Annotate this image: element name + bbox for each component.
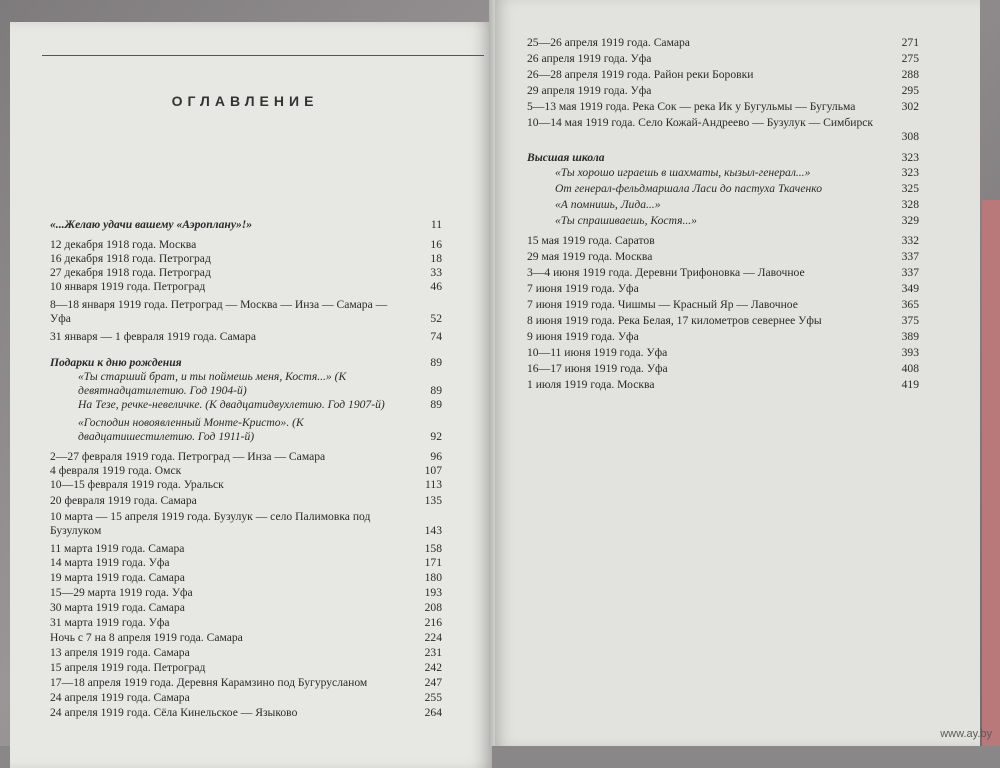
toc-page-number: 255 — [424, 691, 442, 704]
toc-entry-title: Подарки к дню рождения — [50, 356, 182, 369]
toc-page-number: 325 — [901, 182, 919, 195]
toc-entry-title: 7 июня 1919 года. Чишмы — Красный Яр — Лавочное — [527, 298, 798, 311]
toc-page-number: 271 — [901, 36, 919, 49]
toc-page-number: 46 — [430, 280, 442, 293]
toc-entry-title: 29 апреля 1919 года. Уфа — [527, 84, 652, 97]
toc-entry-title: 25—26 апреля 1919 года. Самара — [527, 36, 690, 49]
page-title: ОГЛАВЛЕНИЕ — [171, 93, 319, 109]
toc-entry-title: 24 апреля 1919 года. Сёла Кинельское — Языково — [50, 706, 298, 719]
toc-entry-title: Высшая школа — [527, 151, 605, 164]
toc-page-number: 323 — [901, 151, 919, 164]
toc-entry-title: 17—18 апреля 1919 года. Деревня Карамзино под Бугурусланом — [50, 676, 368, 689]
toc-page-number: 323 — [901, 166, 919, 179]
book-cover-edge — [982, 200, 1000, 746]
toc-entry-title: 10 марта — 15 апреля 1919 года. Бузулук — село Палимовка под Бузулуком — [50, 510, 371, 537]
toc-entry-title: «Ты хорошо играешь в шахматы, кызыл-генерал...» — [555, 166, 811, 179]
toc-page-number: 107 — [424, 464, 442, 477]
toc-page-number: 18 — [430, 252, 442, 265]
toc-page-number: 224 — [424, 631, 442, 644]
toc-entry-title: 13 апреля 1919 года. Самара — [50, 646, 190, 659]
toc-entry-title: 26 апреля 1919 года. Уфа — [527, 52, 652, 65]
toc-entry-title: 7 июня 1919 года. Уфа — [527, 282, 639, 295]
toc-page-number: 74 — [430, 330, 442, 343]
toc-entry-title: На Тезе, речке-невеличке. (К двадцатидвухлетию. Год 1907-й) — [78, 398, 385, 411]
toc-page-number: 89 — [430, 384, 442, 397]
toc-entry-title: 16—17 июня 1919 года. Уфа — [527, 362, 668, 375]
toc-page-number: 113 — [425, 478, 442, 491]
toc-page-number: 302 — [901, 100, 919, 113]
toc-page-number: 171 — [424, 556, 442, 569]
toc-entry-title: 10—14 мая 1919 года. Село Кожай-Андреево — Бузулук — Симбирск — [527, 116, 874, 129]
toc-page-number: 193 — [424, 586, 442, 599]
toc-page-number: 180 — [424, 571, 442, 584]
toc-page-number: 16 — [430, 238, 442, 251]
toc-entry-title: 15 апреля 1919 года. Петроград — [50, 661, 206, 674]
toc-entry-title: От генерал-фельдмаршала Ласи до пастуха Ткаченко — [555, 182, 823, 195]
book-gutter — [489, 0, 495, 746]
toc-page-number: 408 — [901, 362, 919, 375]
toc-page-number: 375 — [901, 314, 919, 327]
toc-entry-title: 3—4 июня 1919 года. Деревни Трифоновка — Лавочное — [527, 266, 805, 279]
toc-entry-title: «Ты спрашиваешь, Костя...» — [555, 214, 697, 227]
toc-entry-title: 24 апреля 1919 года. Самара — [50, 691, 190, 704]
header-rule — [42, 55, 484, 56]
toc-page-number: 332 — [901, 234, 919, 247]
toc-entry-title: «Господин новоявленный Монте-Кристо». (К двадцатишестилетию. Год 1911-й) — [78, 416, 304, 443]
toc-page-number: 247 — [424, 676, 442, 689]
toc-page-number: 337 — [901, 266, 919, 279]
toc-page-number: 337 — [901, 250, 919, 263]
toc-page-number: 92 — [430, 430, 442, 443]
toc-page-number: 295 — [901, 84, 919, 97]
toc-page-number: 89 — [430, 356, 442, 369]
toc-page-number: 328 — [901, 198, 919, 211]
toc-page-number: 264 — [424, 706, 442, 719]
toc-entry-title: 15 мая 1919 года. Саратов — [527, 234, 655, 247]
toc-entry-title: «А помнишь, Лида...» — [555, 198, 661, 211]
toc-entry-title: 15—29 марта 1919 года. Уфа — [50, 586, 193, 599]
toc-entry-title: 10—11 июня 1919 года. Уфа — [527, 346, 668, 359]
toc-entry-title: 26—28 апреля 1919 года. Район реки Боровки — [527, 68, 754, 81]
toc-entry-title: 12 декабря 1918 года. Москва — [50, 238, 197, 251]
toc-page-number: 389 — [901, 330, 919, 343]
toc-entry-title: 20 февраля 1919 года. Самара — [50, 494, 197, 507]
toc-entry-title: 27 декабря 1918 года. Петроград — [50, 266, 211, 279]
toc-entry-title: 14 марта 1919 года. Уфа — [50, 556, 170, 569]
toc-entry-title: 16 декабря 1918 года. Петроград — [50, 252, 211, 265]
toc-entry-title: 5—13 мая 1919 года. Река Сок — река Ик у Бугульмы — Бугульма — [527, 100, 856, 113]
toc-page-number: 275 — [901, 52, 919, 65]
toc-entry-title: 8 июня 1919 года. Река Белая, 17 километров севернее Уфы — [527, 314, 822, 327]
toc-page-number: 349 — [901, 282, 919, 295]
toc-page-number: 208 — [424, 601, 442, 614]
toc-entry-title: Ночь с 7 на 8 апреля 1919 года. Самара — [50, 631, 243, 644]
toc-entry-title: 10 января 1919 года. Петроград — [50, 280, 206, 293]
toc-page-number: 365 — [901, 298, 919, 311]
toc-page-number: 419 — [901, 378, 919, 391]
toc-entry-title: 8—18 января 1919 года. Петроград — Москва — Инза — Самара — Уфа — [50, 298, 388, 325]
toc-page-number: 96 — [430, 450, 442, 463]
toc-page-number: 231 — [424, 646, 442, 659]
toc-page-number: 143 — [424, 524, 442, 537]
watermark: www.ay.by — [940, 728, 992, 740]
toc-page-number: 89 — [430, 398, 442, 411]
toc-page-number: 11 — [430, 218, 442, 231]
toc-entry-title: 11 марта 1919 года. Самара — [50, 542, 185, 555]
toc-page-number: 288 — [901, 68, 919, 81]
toc-page-number: 158 — [424, 542, 442, 555]
toc-page-number: 329 — [901, 214, 919, 227]
toc-entry-title: 4 февраля 1919 года. Омск — [50, 464, 182, 477]
toc-entry-title: «...Желаю удачи вашему «Аэроплану»!» — [50, 218, 253, 231]
toc-entry-title: 31 марта 1919 года. Уфа — [50, 616, 170, 629]
toc-page-number: 52 — [430, 312, 442, 325]
toc-page-number: 216 — [424, 616, 442, 629]
toc-entry-title: 10—15 февраля 1919 года. Уральск — [50, 478, 224, 491]
toc-page-number: 135 — [424, 494, 442, 507]
toc-entry-title: 31 января — 1 февраля 1919 года. Самара — [50, 330, 256, 343]
toc-entry-title: 19 марта 1919 года. Самара — [50, 571, 185, 584]
toc-entry-title: 29 мая 1919 года. Москва — [527, 250, 653, 263]
toc-page-number: 308 — [901, 130, 919, 143]
toc-page-number: 393 — [901, 346, 919, 359]
toc-entry-title: 9 июня 1919 года. Уфа — [527, 330, 639, 343]
toc-page-number: 33 — [430, 266, 442, 279]
toc-entry-title: 1 июля 1919 года. Москва — [527, 378, 655, 391]
toc-entry-title: «Ты старший брат, и ты поймешь меня, Костя...» (К девятнадцатилетию. Год 1904-й) — [78, 370, 347, 397]
toc-entry-title: 30 марта 1919 года. Самара — [50, 601, 185, 614]
toc-entry-title: 2—27 февраля 1919 года. Петроград — Инза — Самара — [50, 450, 326, 463]
toc-page-number: 242 — [424, 661, 442, 674]
